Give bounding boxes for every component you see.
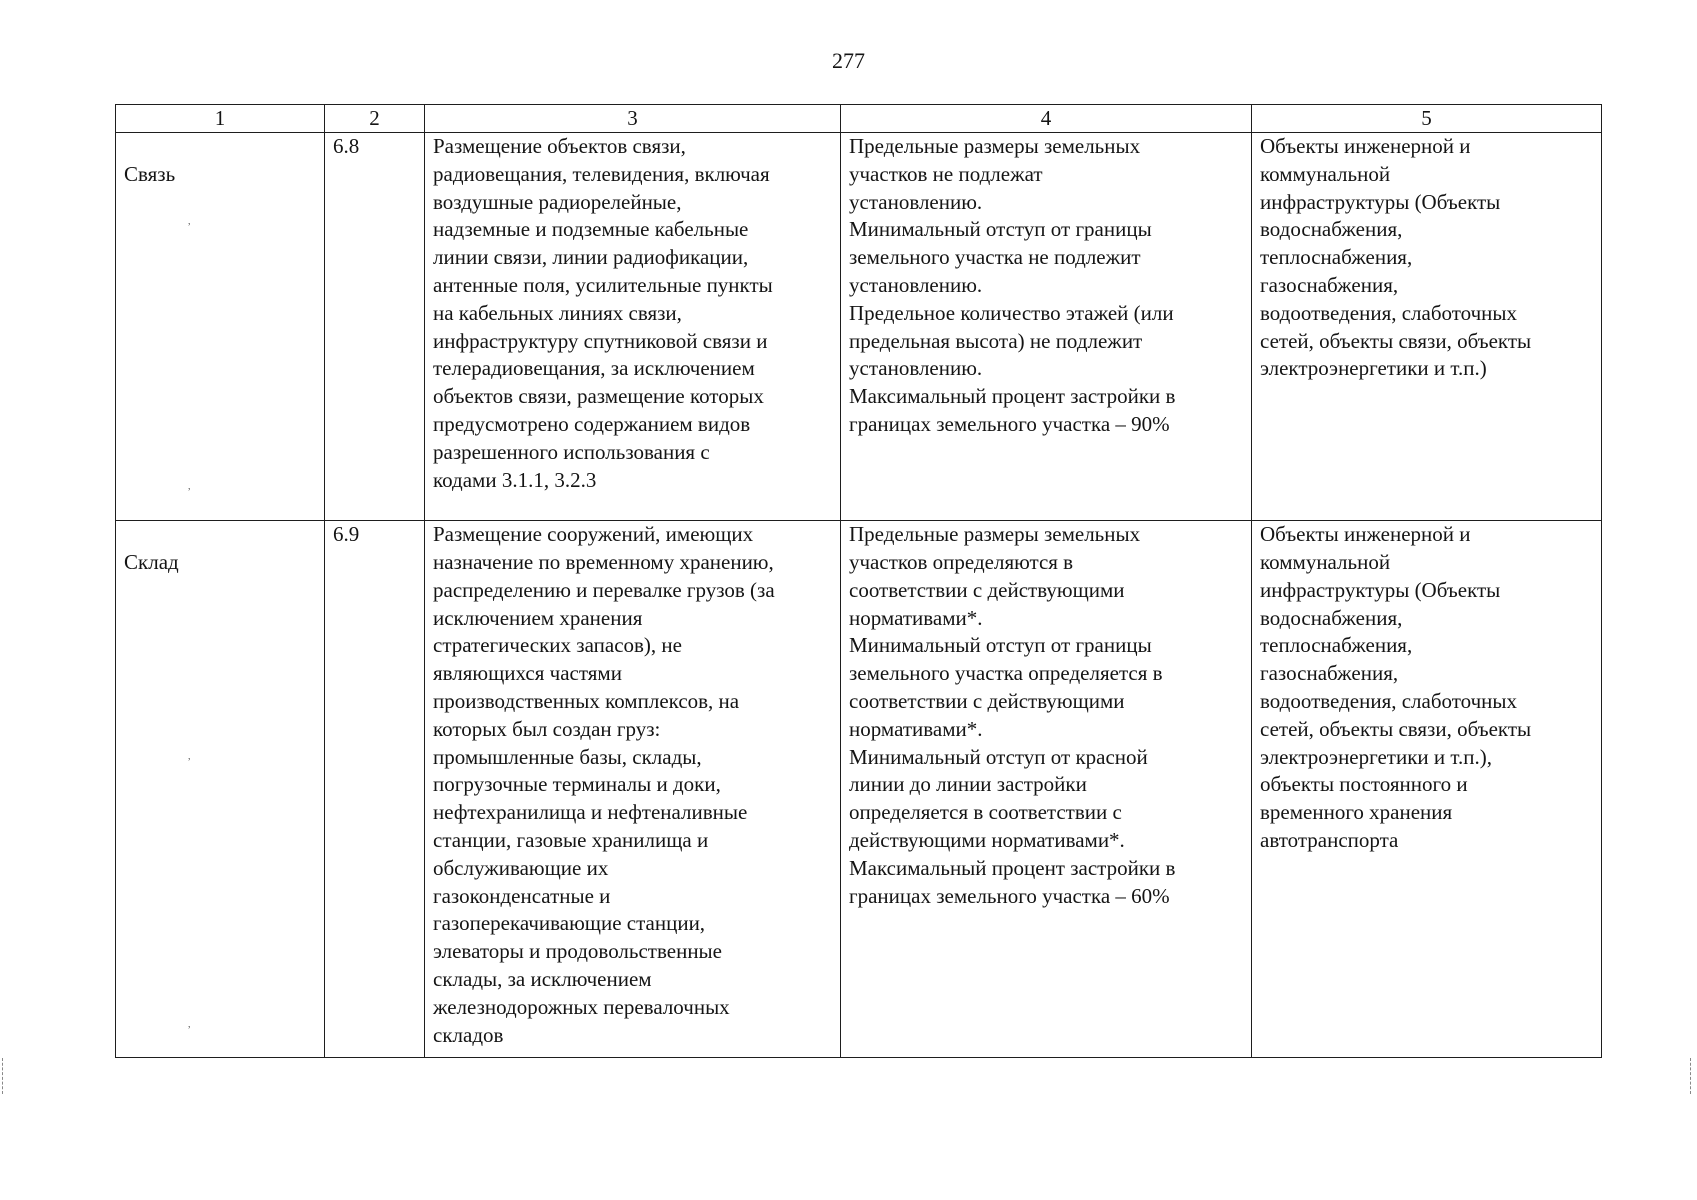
scan-edge-mark-left xyxy=(2,1058,5,1094)
land-use-description: Размещение объектов связи, радиовещания, телевидения, включая воздушные радиорелейные, надземные и подземные кабельные линии связи, линии радиофикации, антенные поля, усилительные пункты на кабельных линиях связи, инфраструктуру спутниковой связи и телерадиовещания, за исключением объектов связи, размещение которых предусмотрено содержанием видов разрешенного использования с кодами 3.1.1, 3.2.3 xyxy=(425,133,841,521)
land-use-parameters: Предельные размеры земельных участков не подлежат установлению. Минимальный отступ от границы земельного участка не подлежит установлению. Предельное количество этажей (или предельная высота) не подлежит установлению. Максимальный процент застройки в границах земельного участка – 90% xyxy=(841,133,1252,521)
land-use-table xyxy=(115,104,1602,1058)
table-header-row xyxy=(116,105,1602,133)
scan-mark: , xyxy=(188,1018,191,1030)
column-number-4: 4 xyxy=(841,105,1252,133)
column-number-3: 3 xyxy=(425,105,841,133)
scan-mark: , xyxy=(188,215,191,227)
table-row xyxy=(116,133,1602,521)
land-use-name-cell xyxy=(116,521,325,1058)
column-number-1: 1 xyxy=(116,105,325,133)
column-number-5: 5 xyxy=(1252,105,1602,133)
auxiliary-uses: Объекты инженерной и коммунальной инфраструктуры (Объекты водоснабжения, теплоснабжения, газоснабжения, водоотведения, слаботочных сетей, объекты связи, объекты электроэнергетики и т.п.), объекты постоянного и временного хранения автотранспорта xyxy=(1252,521,1602,1058)
column-number-2: 2 xyxy=(325,105,425,133)
land-use-name: Связь xyxy=(124,161,176,186)
page-number: 277 xyxy=(832,48,865,73)
land-use-name-cell xyxy=(116,133,325,521)
table-row xyxy=(116,521,1602,1058)
scan-mark: , xyxy=(188,750,191,762)
scan-edge-mark-right xyxy=(1690,1058,1693,1094)
land-use-description: Размещение сооружений, имеющих назначение по временному хранению, распределению и перевалке грузов (за исключением хранения стратегических запасов), не являющихся частями производственных комплексов, на которых был создан груз: промышленные базы, склады, погрузочные терминалы и доки, нефтехранилища и нефтеналивные станции, газовые хранилища и обслуживающие их газоконденсатные и газоперекачивающие станции, элеваторы и продовольственные склады, за исключением железнодорожных перевалочных складов xyxy=(425,521,841,1058)
auxiliary-uses: Объекты инженерной и коммунальной инфраструктуры (Объекты водоснабжения, теплоснабжения, газоснабжения, водоотведения, слаботочных сетей, объекты связи, объекты электроэнергетики и т.п.) xyxy=(1252,133,1602,521)
land-use-parameters: Предельные размеры земельных участков определяются в соответствии с действующими нормативами*. Минимальный отступ от границы земельного участка определяется в соответствии с действующими нормативами*. Минимальный отступ от красной линии до линии застройки определяется в соответствии с действующими нормативами*. Максимальный процент застройки в границах земельного участка – 60% xyxy=(841,521,1252,1058)
land-use-code: 6.8 xyxy=(325,133,425,521)
land-use-code: 6.9 xyxy=(325,521,425,1058)
land-use-name: Склад xyxy=(124,549,179,574)
scan-mark: , xyxy=(188,481,191,493)
